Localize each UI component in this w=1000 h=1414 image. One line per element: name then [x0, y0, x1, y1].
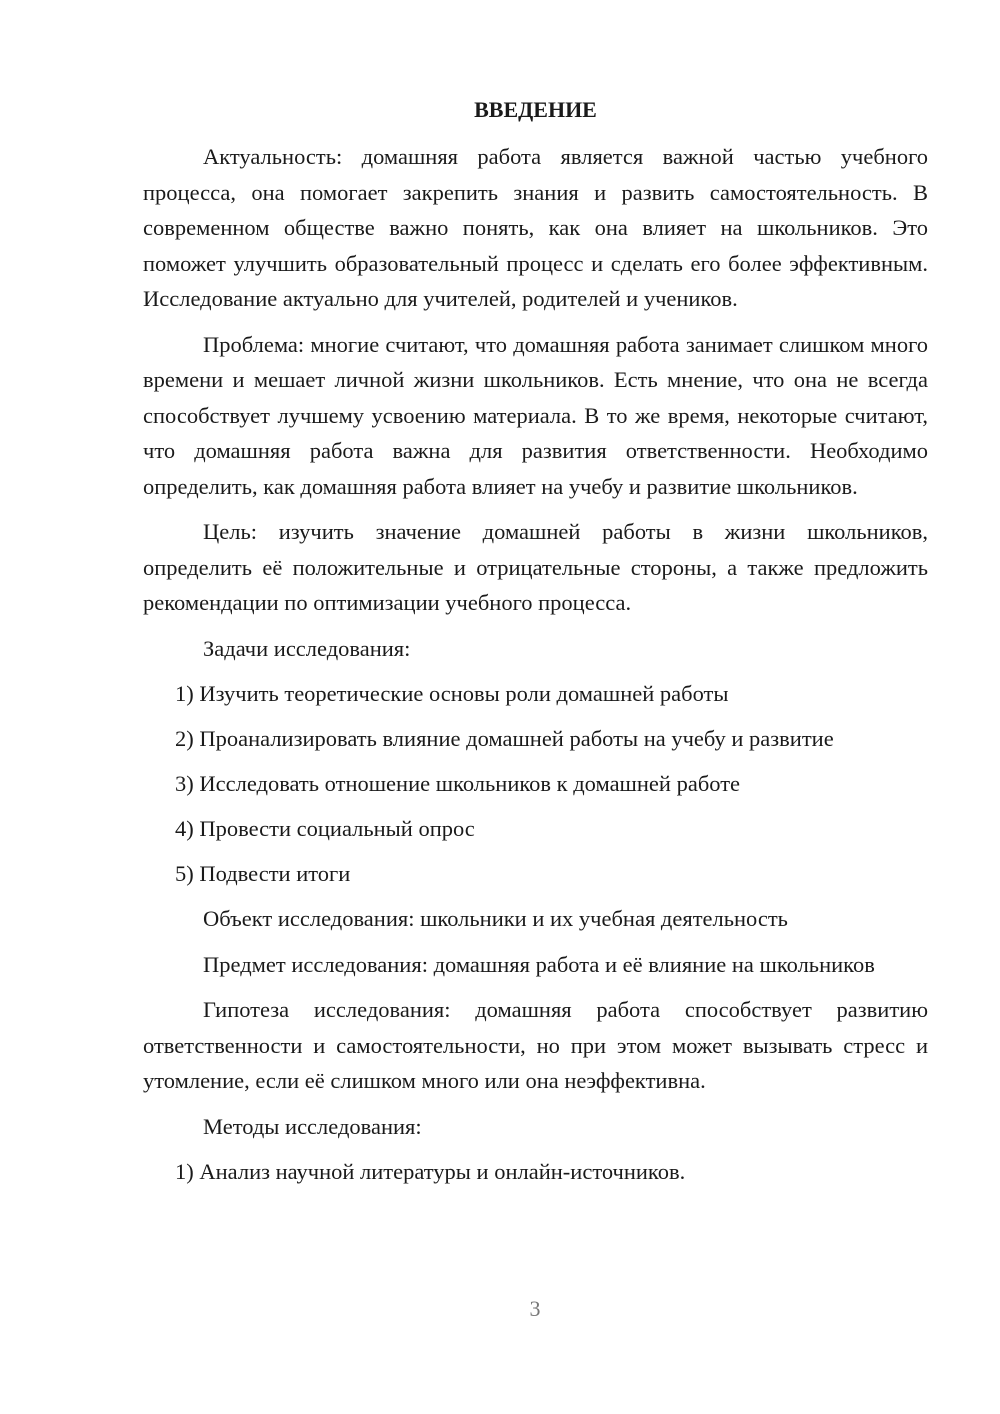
subject-paragraph: Предмет исследования: домашняя работа и её влияние на школьников — [203, 951, 875, 977]
problem-paragraph: Проблема: многие считают, что домашняя работа занимает слишком много времени и мешает личной жизни школьников. Есть мнение, что она не всегда способствует лучшему усвоению материала. В то же время, некоторые считают, что домашняя работа важна для развития ответственности. Необходимо определить, как домашняя работа влияет на учебу и развитие школьников. — [143, 331, 928, 499]
page-number: 3 — [529, 1296, 541, 1321]
relevance-paragraph: Актуальность: домашняя работа является важной частью учебного процесса, она помогает закрепить знания и развить самостоятельность. В современном обществе важно понять, как она влияет на школьников. Это поможет улучшить образовательный процесс и сделать его более эффективным. Исследование актуально для учителей, родителей и учеников. — [143, 144, 928, 311]
list-item: 5) Подвести итоги — [175, 861, 351, 886]
list-item: 2) Проанализировать влияние домашней работы на учебу и развитие — [175, 726, 834, 751]
methods-heading: Методы исследования: — [203, 1113, 422, 1139]
methods-list — [143, 1154, 928, 1190]
goal-paragraph: Цель: изучить значение домашней работы в жизни школьников, определить её положительные и отрицательные стороны, а также предложить рекомендации по оптимизации учебного процесса. — [143, 519, 928, 615]
tasks-list — [143, 676, 928, 892]
list-item: 1) Анализ научной литературы и онлайн-источников. — [175, 1159, 686, 1184]
list-item: 1) Изучить теоретические основы роли домашней работы — [175, 681, 729, 706]
document-page — [143, 92, 928, 1199]
hypothesis-paragraph: Гипотеза исследования: домашняя работа способствует развитию ответственности и самостоятельности, но при этом может вызывать стресс и утомление, если её слишком много или она неэффективна. — [143, 997, 928, 1093]
object-paragraph: Объект исследования: школьники и их учебная деятельность — [203, 906, 788, 931]
list-item: 3) Исследовать отношение школьников к домашней работе — [175, 771, 741, 796]
tasks-heading: Задачи исследования: — [203, 635, 411, 661]
section-title: ВВЕДЕНИЕ — [474, 97, 597, 122]
list-item: 4) Провести социальный опрос — [175, 816, 475, 841]
